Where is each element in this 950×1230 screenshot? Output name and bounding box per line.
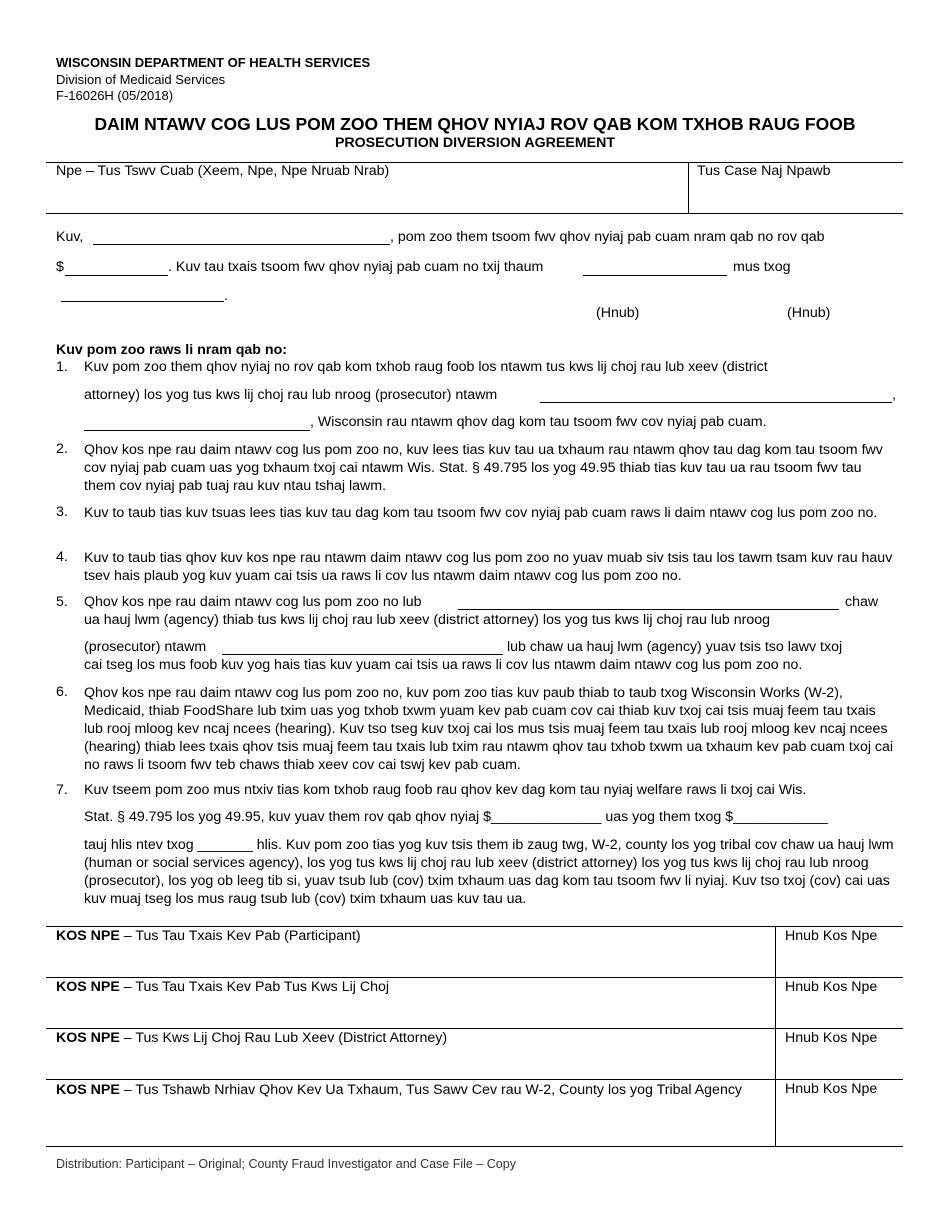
agreement-line2-end: mus txog xyxy=(733,259,791,275)
member-name-field[interactable]: Npe – Tus Tswv Cuab (Xeem, Npe, Npe Nruab Nrab) xyxy=(56,163,390,179)
signature-date-participant[interactable]: Hnub Kos Npe xyxy=(785,928,878,944)
kuv-label: Kuv, xyxy=(56,229,84,245)
signature-district-attorney[interactable]: KOS NPE – Tus Kws Lij Choj Rau Lub Xeev (District Attorney) xyxy=(56,1030,448,1046)
form-subtitle: PROSECUTION DIVERSION AGREEMENT xyxy=(334,135,616,151)
start-date-blank[interactable] xyxy=(583,275,727,276)
signature-participant-attorney[interactable]: KOS NPE – Tus Tau Txais Kev Pab Tus Kws Lij Choj xyxy=(56,979,390,995)
item-1-number: 1. xyxy=(56,359,68,375)
date-label-1: (Hnub) xyxy=(596,305,640,321)
signature-participant[interactable]: KOS NPE – Tus Tau Txais Kev Pab (Participant) xyxy=(56,928,361,944)
item-1-line2: attorney) los yog tus kws lij choj rau lub nroog (prosecutor) ntawm xyxy=(84,387,498,403)
division-name: Division of Medicaid Services xyxy=(56,72,226,87)
item-7-line2: Stat. § 49.795 los yog 49.95, kuv yuav them rov qab qhov nyiaj $______________ uas yog them txog $____________ xyxy=(84,809,828,825)
item-5-number: 5. xyxy=(56,594,68,610)
signature-date-participant-attorney[interactable]: Hnub Kos Npe xyxy=(785,979,878,995)
signature-date-investigator[interactable]: Hnub Kos Npe xyxy=(785,1081,878,1097)
date-label-2: (Hnub) xyxy=(787,305,831,321)
county-name-blank[interactable] xyxy=(84,430,310,431)
amount-blank[interactable] xyxy=(65,275,168,276)
prosecutor-county-blank[interactable] xyxy=(222,654,503,655)
item-1-comma: , xyxy=(892,387,896,403)
participant-name-blank[interactable] xyxy=(93,244,390,245)
terms-heading: Kuv pom zoo raws li nram qab no: xyxy=(56,342,287,358)
sig-table-column-divider xyxy=(775,926,776,1147)
item-2-text: Qhov kos npe rau daim ntawv cog lus pom zoo no, kuv lees tias kuv tau ua txhaum rau ntawm qhov tau dag kom tau tsoom fwv cov nyiaj pab cuam uas yog txhaum txoj cai ntawm Wis. Stat. § 49.795 los yog 49.95 thiab tias kuv tau ua rau tsoom fwv tau them cov nyiaj pab tuaj rau kuv ntau tshaj lawm. xyxy=(84,442,883,494)
item-5-line1: Qhov kos npe rau daim ntawv cog lus pom zoo no lub xyxy=(84,594,422,610)
item-5-line3b: lub chaw ua hauj lwm (agency) yuav tsis tso lawv txoj xyxy=(507,639,843,655)
agreement-line2-text: . Kuv tau txais tsoom fwv qhov nyiaj pab cuam no txij thaum xyxy=(168,259,544,275)
item-6-number: 6. xyxy=(56,684,68,700)
agency-blank[interactable] xyxy=(458,609,839,610)
item-4-text: Kuv to taub tias qhov kuv kos npe rau ntawm daim ntawv cog lus pom zoo no yuav muab siv tsis tau los tawm tsam kuv rau hauv tsev hais plaub yog kuv yuam cai tsis ua raws li cov lus ntawm daim ntawv cog lus pom zoo no. xyxy=(84,550,893,584)
top-table-bottom-border xyxy=(46,213,903,214)
item-1-line1: Kuv pom zoo them qhov nyiaj no rov qab kom txhob raug foob los ntawm tus kws lij choj rau lub xeev (district xyxy=(84,359,768,375)
signature-investigator[interactable]: KOS NPE – Tus Tshawb Nrhiav Qhov Kev Ua Txhaum, Tus Sawv Cev rau W-2, County los yog Tribal Agency xyxy=(56,1082,743,1098)
item-7-number: 7. xyxy=(56,782,68,798)
item-4-number: 4. xyxy=(56,549,68,565)
form-id: F-16026H (05/2018) xyxy=(56,88,174,103)
dollar-sign: $ xyxy=(56,259,64,275)
item-6-text: Qhov kos npe rau daim ntawv cog lus pom zoo no, kuv pom zoo tias kuv paub thiab to taub txog Wisconsin Works (W-2), Medicaid, thiab FoodShare lub txim uas yog txhob txwm yuam kev pab cuam cov cai thiab kuv txoj cai tsis muaj feem tau txais lub rooj mloog kev ncaj ncees (hearing). Kuv tso tseg kuv txoj cai los mus tsis muaj feem tau txais lub rooj mloog kev ncaj ncees (hearing) thiab lees txais qhov tsis muaj feem tau txais lub txim rau ntawm qhov tau txhob txwm ua txhaum kev pab cuam txoj cai no raws li tsoom fwv teb chaws thiab xeev cov cai tswj kev pab cuam. xyxy=(84,685,894,773)
end-date-blank[interactable] xyxy=(61,301,224,302)
item-7-line1: Kuv tseem pom zoo mus ntxiv tias kom txhob raug foob rau qhov kev dag kom tau nyiaj welfare raws li txoj cai Wis. xyxy=(84,782,807,798)
item-5-line2: ua hauj lwm (agency) thiab tus kws lij choj rau lub xeev (district attorney) los yog tus kws lij choj rau lub nroog xyxy=(84,612,771,628)
county-blank[interactable] xyxy=(540,402,892,403)
case-number-field[interactable]: Tus Case Naj Npawb xyxy=(697,163,831,179)
item-5-line3a: (prosecutor) ntawm xyxy=(84,639,207,655)
distribution-footer: Distribution: Participant – Original; County Fraud Investigator and Case File – Copy xyxy=(56,1157,516,1171)
item-1-line3: , Wisconsin rau ntawm qhov dag kom tau tsoom fwv cov nyiaj pab cuam. xyxy=(310,414,767,430)
item-2-number: 2. xyxy=(56,441,68,457)
item-5-line4: cai tseg los mus foob kuv yog hais tias kuv yuam cai tsis ua raws li cov lus ntawm daim ntawv cog lus pom zoo no. xyxy=(84,657,803,673)
signature-date-district-attorney[interactable]: Hnub Kos Npe xyxy=(785,1030,878,1046)
form-title: DAIM NTAWV COG LUS POM ZOO THEM QHOV NYIAJ ROV QAB KOM TXHOB RAUG FOOB xyxy=(94,114,856,134)
item-5-chaw: chaw xyxy=(845,594,879,610)
end-period: . xyxy=(224,288,228,304)
item-3-text: Kuv to taub tias kuv tsuas lees tias kuv tau dag kom tau tsoom fwv cov nyiaj pab cuam raws li daim ntawv cog lus pom zoo no. xyxy=(84,505,878,521)
item-3-number: 3. xyxy=(56,504,68,520)
top-table-divider xyxy=(688,162,689,214)
agreement-line1-text: , pom zoo them tsoom fwv qhov nyiaj pab cuam nram qab no rov qab xyxy=(390,229,825,245)
department-name: WISCONSIN DEPARTMENT OF HEALTH SERVICES xyxy=(56,55,371,70)
item-7-rest: tauj hlis ntev txog _______ hlis. Kuv pom zoo tias yog kuv tsis them ib zaug twg, W-2, county los yog tribal cov chaw ua hauj lwm (human or social services agency), los yog tus kws lij choj rau lub xeev (district attorney) los yog tus kws lij choj rau lub nroog (prosecutor), los yog ob leeg tib si, yuav tsub lub (cov) txim txhaum uas dag kom tau tsoom fwv li nyiaj. Kuv tso txoj (cov) cai uas kuv muaj tseg los mus raug tsub lub (cov) txim txhaum uas kuv tau ua. xyxy=(84,837,894,907)
